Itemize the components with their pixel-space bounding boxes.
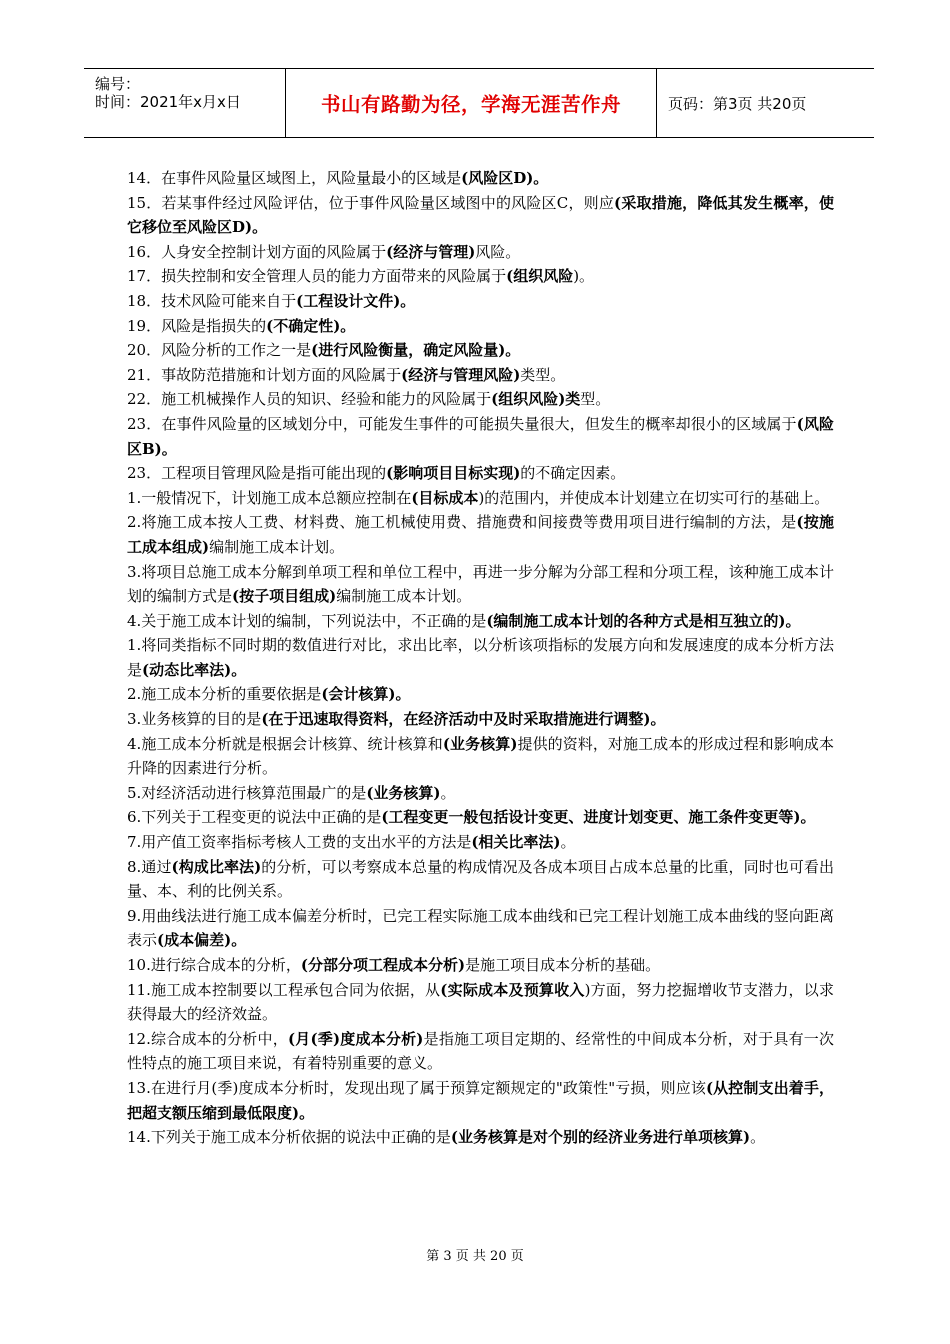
question-text-tail: 是指施工项目定期的、经常性的中间成本分析，对于具有一次性特点的施工项目来说，有着特别重要的意义。 xyxy=(127,1029,835,1073)
answer-text: (构成比率法) xyxy=(171,857,262,876)
question-text-tail: )的范围内，并使成本计划建立在切实可行的基础上。 xyxy=(478,488,830,507)
answer-text: (按施工成本组成) xyxy=(127,513,834,556)
question-paragraph xyxy=(127,461,834,486)
question-text: 10.进行综合成本的分析， xyxy=(127,956,301,974)
answer-text: (动态比率法)。 xyxy=(142,660,247,679)
answer-text: (风险区B)。 xyxy=(127,414,834,458)
answer-text: (实际成本及预算收入 xyxy=(440,980,585,999)
question-text: 9.用曲线法进行施工成本偏差分析时，已完工程实际施工成本曲线和已完工程计划施工成本曲线的竖向距离表示 xyxy=(127,906,834,950)
question-paragraph xyxy=(127,166,834,191)
page-footer: 第 3 页 共 20 页 xyxy=(426,1249,524,1264)
question-text: 8.通过 xyxy=(127,857,172,876)
question-paragraph xyxy=(127,805,834,830)
question-paragraph xyxy=(127,707,834,732)
question-paragraph xyxy=(127,855,834,904)
question-text-tail: 编制施工成本计划。 xyxy=(336,587,472,606)
answer-text: (从控制支出着手，把超支额压缩到最低限度)。 xyxy=(127,1078,834,1122)
answer-text: (编制施工成本计划的各种方式是相互独立的)。 xyxy=(486,611,801,630)
question-text: 13.在进行月(季)度成本分析时，发现出现了属于预算定额规定的"政策性"亏损，则应该 xyxy=(127,1078,706,1097)
answer-text: (月(季)度成本分析) xyxy=(287,1029,424,1048)
question-text: 17．损失控制和安全管理人员的能力方面带来的风险属于 xyxy=(127,267,507,286)
number-label: 编号： xyxy=(95,75,141,93)
answer-text: (相关比率法) xyxy=(471,833,561,852)
question-text-tail: 。 xyxy=(560,833,576,852)
question-text-tail: 的不确定因素。 xyxy=(520,464,626,483)
answer-text: (风险区D)。 xyxy=(461,169,549,187)
question-text-tail: 编制施工成本计划。 xyxy=(209,537,345,556)
question-paragraph xyxy=(127,486,834,511)
answer-text: (组织风险 xyxy=(506,267,574,286)
answer-text: (按子项目组成) xyxy=(232,587,337,606)
question-paragraph xyxy=(127,609,834,634)
answer-text: (采取措施，降低其发生概率，使它移位至风险区D)。 xyxy=(127,193,834,237)
question-paragraph xyxy=(127,830,834,855)
question-text-tail: 。 xyxy=(750,1128,766,1147)
question-text: 4.施工成本分析就是根据会计核算、统计核算和 xyxy=(127,734,443,753)
question-text: 23．工程项目管理风险是指可能出现的 xyxy=(127,464,387,483)
answer-text: (在于迅速取得资料，在经济活动中及时采取措施进行调整)。 xyxy=(261,710,666,729)
question-paragraph xyxy=(127,240,834,265)
question-text: 15．若某事件经过风险评估，位于事件风险量区域图中的风险区C，则应 xyxy=(127,193,615,212)
question-paragraph xyxy=(127,1076,834,1125)
motto-text: 书山有路勤为径，学海无涯苦作舟 xyxy=(320,93,621,116)
question-text: 5.对经济活动进行核算范围最广的是 xyxy=(127,783,367,802)
question-text: 20．风险分析的工作之一是 xyxy=(127,341,312,360)
question-text: 1.将同类指标不同时期的数值进行对比，求出比率，以分析该项指标的发展方向和发展速度的成本分析方法是 xyxy=(127,636,834,679)
question-paragraph xyxy=(127,510,834,559)
question-text: 2.施工成本分析的重要依据是 xyxy=(127,685,322,704)
question-text-tail: 类型。 xyxy=(520,365,566,384)
question-text-tail: 的分析，可以考察成本总量的构成情况及各成本项目占成本总量的比重，同时也可看出量、本、利的比例关系。 xyxy=(127,857,834,901)
question-text: 1.一般情况下，计划施工成本总额应控制在 xyxy=(127,488,412,507)
header-page-cell xyxy=(657,69,874,137)
question-paragraph xyxy=(127,1125,834,1150)
question-paragraph xyxy=(127,633,834,682)
answer-text: (经济与管理) xyxy=(386,242,476,261)
question-paragraph xyxy=(127,289,834,314)
answer-text: (业务核算) xyxy=(442,734,518,753)
question-text: 14．在事件风险量区域图上，风险量最小的区域是 xyxy=(127,169,462,187)
page-label: 页码：第3页 共20页 xyxy=(668,94,807,113)
question-text: 7.用产值工资率指标考核人工费的支出水平的方法是 xyxy=(127,833,472,852)
question-paragraph xyxy=(127,338,834,363)
question-paragraph xyxy=(127,682,834,707)
question-text: 3.业务核算的目的是 xyxy=(127,710,262,729)
page-header xyxy=(84,68,874,138)
question-text-tail: 型。 xyxy=(580,390,611,409)
question-paragraph xyxy=(127,953,834,978)
question-text-tail: 提供的资料，对施工成本的形成过程和影响成本升降的因素进行分析。 xyxy=(127,734,834,778)
header-info-cell xyxy=(84,69,285,137)
question-paragraph xyxy=(127,781,834,806)
header-motto-cell xyxy=(285,69,657,137)
question-paragraph xyxy=(127,560,834,609)
question-text: 21．事故防范措施和计划方面的风险属于 xyxy=(127,365,402,384)
question-text-tail: )。 xyxy=(573,267,595,286)
answer-text: (业务核算) xyxy=(366,783,441,802)
question-paragraph xyxy=(127,904,834,953)
question-text: 22．施工机械操作人员的知识、经验和能力的风险属于 xyxy=(127,390,492,409)
question-text: 16．人身安全控制计划方面的风险属于 xyxy=(127,242,387,261)
answer-text: (分部分项工程成本分析) xyxy=(300,956,466,974)
answer-text: (会计核算)。 xyxy=(321,685,411,704)
question-paragraph xyxy=(127,1027,834,1076)
question-text: 18．技术风险可能来自于 xyxy=(127,291,297,310)
question-text: 12.综合成本的分析中， xyxy=(127,1029,288,1048)
answer-text: (业务核算是对个别的经济业务进行单项核算) xyxy=(450,1128,751,1147)
question-paragraph xyxy=(127,314,834,339)
time-label: 时间：2021年x月x日 xyxy=(95,93,241,111)
question-text: 11.施工成本控制要以工程承包合同为依据，从 xyxy=(127,980,441,999)
question-text: 19．风险是指损失的 xyxy=(127,316,267,335)
question-text-tail: 风险。 xyxy=(475,242,521,261)
answer-text: (工程变更一般包括设计变更、进度计划变更、施工条件变更等)。 xyxy=(381,808,816,827)
question-text: 3.将项目总施工成本分解到单项工程和单位工程中，再进一步分解为分部工程和分项工程，该种施工成本计划的编制方式是 xyxy=(127,562,834,606)
question-text-tail: )方面，努力挖掘增收节支潜力，以求获得最大的经济效益。 xyxy=(127,980,834,1024)
question-text: 6.下列关于工程变更的说法中正确的是 xyxy=(127,808,382,827)
question-text: 14.下列关于施工成本分析依据的说法中正确的是 xyxy=(127,1128,451,1147)
question-text: 4.关于施工成本计划的编制，下列说法中，不正确的是 xyxy=(127,611,487,630)
answer-text: (工程设计文件)。 xyxy=(296,291,416,310)
question-paragraph xyxy=(127,387,834,412)
answer-text: (影响项目目标实现) xyxy=(386,464,521,483)
question-paragraph xyxy=(127,412,834,461)
answer-text: (经济与管理风险) xyxy=(401,365,521,384)
document-body xyxy=(127,166,834,1150)
answer-text: (进行风险衡量，确定风险量)。 xyxy=(311,341,521,360)
question-text: 23．在事件风险量的区域划分中，可能发生事件的可能损失量很大，但发生的概率却很小的区域属于 xyxy=(127,414,797,433)
question-paragraph xyxy=(127,978,834,1027)
question-text-tail: 。 xyxy=(440,783,456,802)
question-paragraph xyxy=(127,363,834,388)
answer-text: (成本偏差)。 xyxy=(157,931,247,950)
question-paragraph xyxy=(127,191,834,240)
question-text: 2.将施工成本按人工费、材料费、施工机械使用费、措施费和间接费等费用项目进行编制的方法，是 xyxy=(127,513,797,532)
answer-text: (组织风险)类 xyxy=(491,390,581,409)
answer-text: (不确定性)。 xyxy=(266,316,356,335)
question-text-tail: 是施工项目成本分析的基础。 xyxy=(465,956,661,974)
question-paragraph xyxy=(127,732,834,781)
question-paragraph xyxy=(127,264,834,289)
answer-text: (目标成本 xyxy=(411,488,479,507)
